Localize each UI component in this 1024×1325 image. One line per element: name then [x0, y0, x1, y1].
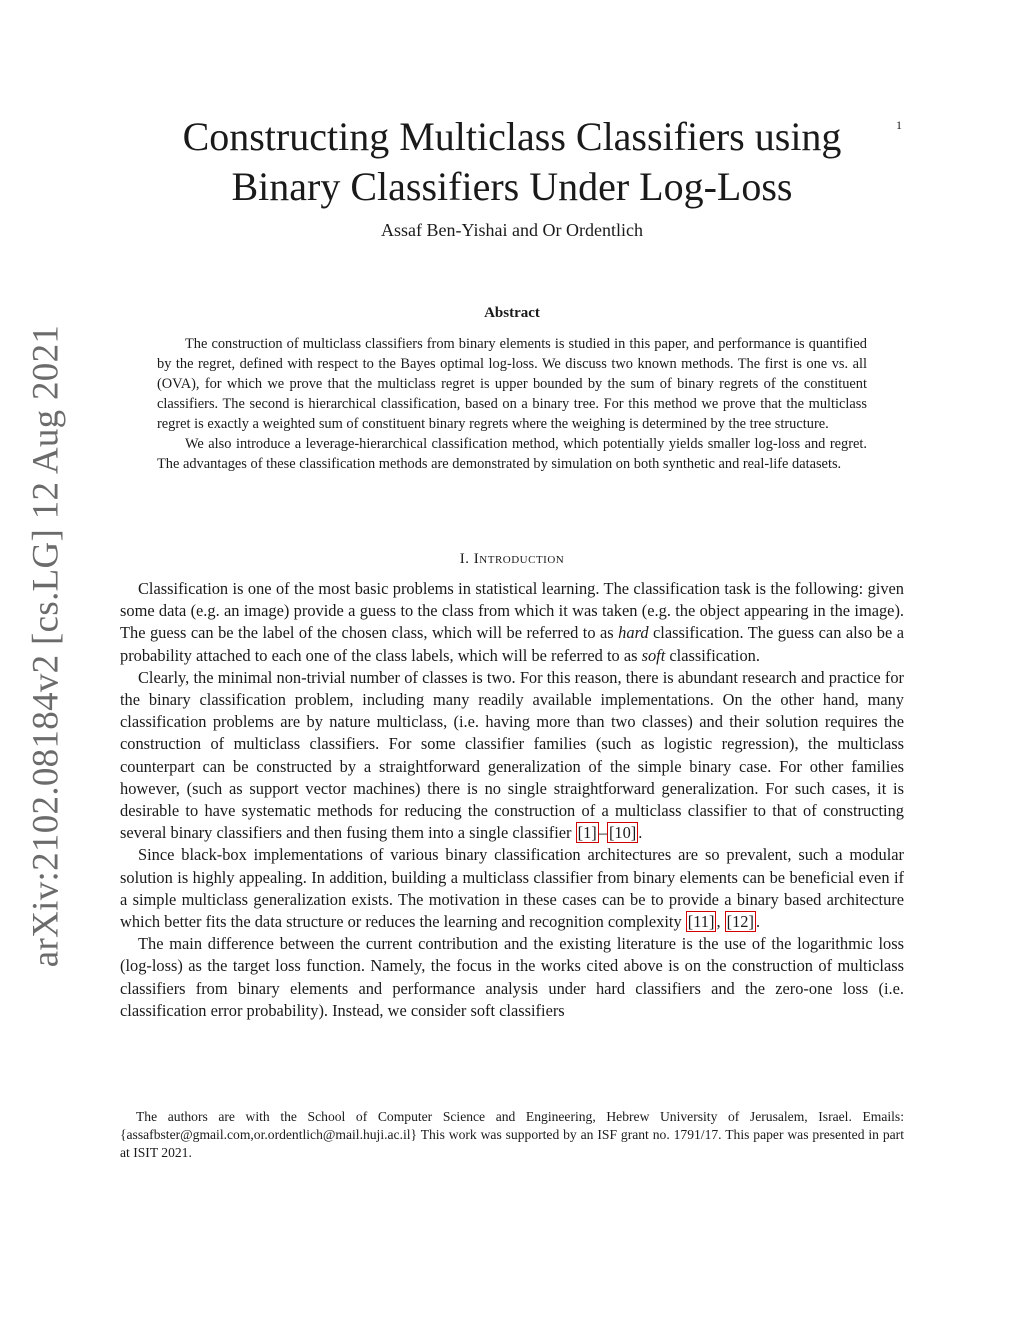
body-text: classification.: [665, 645, 760, 665]
body-text: .: [755, 912, 761, 932]
body-paragraph: The main difference between the current contribution and the existing literature is the use of the logarithmic loss (log-loss) as the target loss function. Namely, the focus in the works cited above is on the construction of multiclass classifiers from binary elements and performance analysis under hard classifiers and the zero-one loss (i.e. classification error probability). Instead, we consider soft classifiers: [120, 934, 904, 1020]
arxiv-identifier-stamp: arXiv:2102.08184v2 [cs.LG] 12 Aug 2021: [25, 324, 67, 968]
title-line-1: Constructing Multiclass Classifiers using: [182, 114, 842, 159]
introduction-body: [120, 578, 904, 1022]
footnote-text: The authors are with the School of Computer Science and Engineering, Hebrew University of Jerusalem, Israel. Emails: {assafbster@gmail.com,or.ordentlich@mail.huji.ac.il} This work was supported by an ISF grant no. 1791/17. This paper was presented in part at ISIT 2021.: [120, 1109, 904, 1160]
body-paragraph: [120, 578, 904, 667]
body-text: classification. The guess can also be a probability attached to each one of the class labels, which will be referred to as: [120, 623, 904, 665]
abstract-paragraph: We also introduce a leverage-hierarchical classification method, which potentially yields smaller log-loss and regret. The advantages of these classification methods are demonstrated by simulation on both synthetic and real-life datasets.: [157, 436, 867, 472]
citation-link-11[interactable]: [11]: [687, 912, 715, 932]
body-paragraph: [120, 667, 904, 845]
page-number: 1: [896, 118, 902, 132]
abstract-heading: Abstract: [484, 305, 540, 321]
citation-range-dash: –: [598, 823, 607, 843]
body-text: Since black-box implementations of various binary classification architectures are so prevalent, such a modular solution is highly appealing. In addition, building a multiclass classifier from binary elements can be beneficial even if a simple multiclass generalization exists. The motivation in these cases can be to provide a binary based architecture which better fits the data structure or reduces the learning and recognition complexity: [120, 845, 904, 932]
emphasis-hard: hard: [618, 623, 649, 643]
author-affiliation-footnote: [120, 1108, 904, 1162]
section-title: Introduction: [473, 551, 565, 567]
abstract-paragraph: The construction of multiclass classifiers from binary elements is studied in this paper, and performance is quantified by the regret, defined with respect to the Bayes optimal log-loss. We discuss two known methods. The first is one vs. all (OVA), for which we prove that the multiclass regret is upper bounded by the sum of binary regrets of the constituent classifiers. The second is hierarchical classification, based on a binary tree. For this method we prove that the multiclass regret is exactly a weighted sum of constituent binary regrets where the weighing is determined by the tree structure.: [157, 336, 867, 432]
abstract-body: [157, 334, 867, 474]
citation-link-1[interactable]: [1]: [577, 823, 597, 843]
citation-link-12[interactable]: [12]: [726, 912, 754, 932]
emphasis-soft: soft: [641, 645, 666, 665]
body-text: .: [638, 823, 643, 843]
title-line-2: Binary Classifiers Under Log-Loss: [231, 164, 793, 209]
citation-separator: ,: [716, 912, 725, 932]
paper-title: [120, 112, 904, 212]
body-text: Classification is one of the most basic problems in statistical learning. The classification task is the following: given some data (e.g. an image) provide a guess to the class from which it was taken (e.g. the object appearing in the image). The guess can be the label of the chosen class, which will be referred to as: [120, 579, 904, 643]
body-paragraph: [120, 844, 904, 933]
citation-link-10[interactable]: [10]: [608, 823, 637, 843]
author-list: Assaf Ben-Yishai and Or Ordentlich: [381, 220, 643, 240]
body-text: Clearly, the minimal non-trivial number of classes is two. For this reason, there is abundant research and practice for the binary classification problem, including many readily available implementations. On the other hand, many classification problems are by nature multiclass, (i.e. having more than two classes) and their solution requires the construction of multiclass classifiers. For some classifier families (such as logistic regression), the multiclass counterpart can be constructed by a straightforward generalization of the simple binary case. For other families however, (such as support vector machines) there is no single straightforward generalization. For such cases, it is desirable to have systematic methods for reducing the construction of a multiclass classifier to that of constructing several binary classifiers and then fusing them into a single classifier: [120, 667, 904, 843]
section-numeral: I.: [459, 551, 474, 567]
section-heading-introduction: [120, 551, 904, 568]
